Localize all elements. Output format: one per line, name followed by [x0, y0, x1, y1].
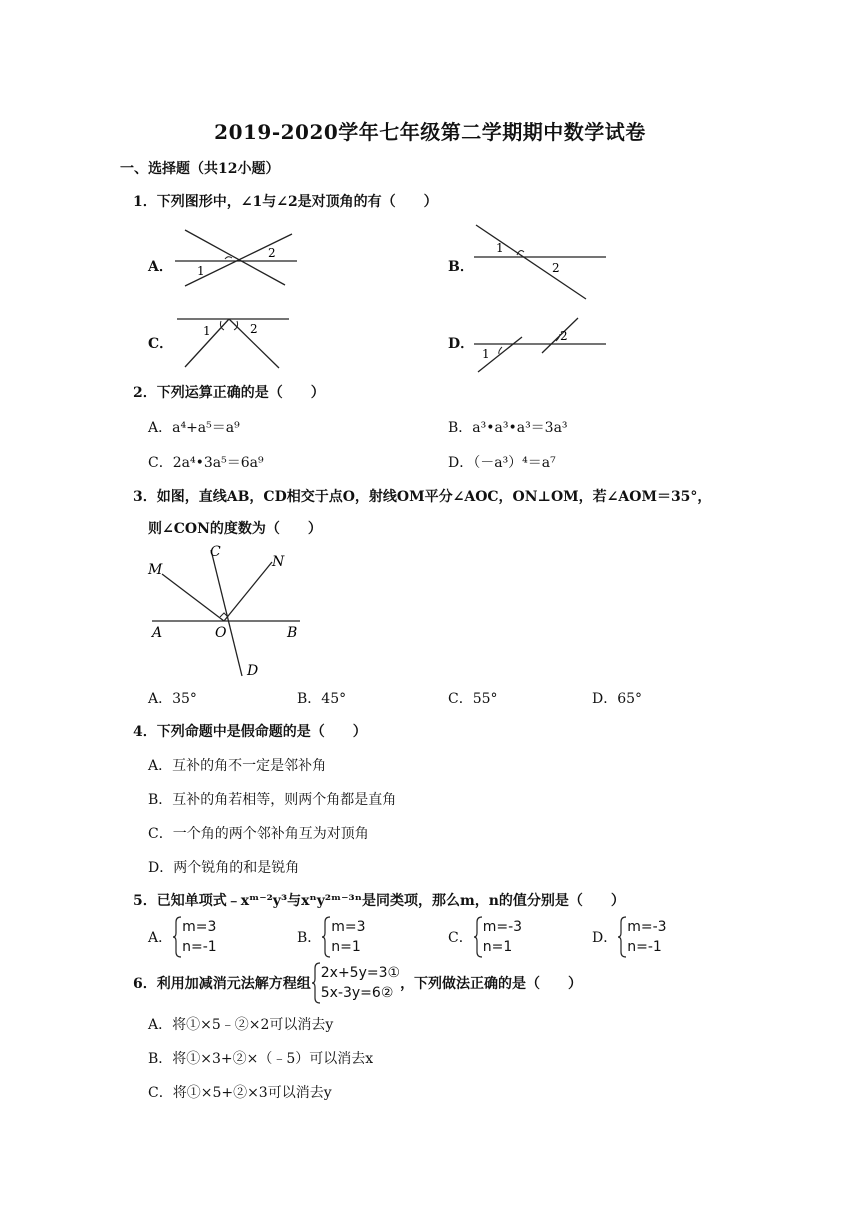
- q1-figure-b: [474, 222, 609, 302]
- brace-icon: [172, 916, 182, 958]
- q5-option-b-system: m=3 n=1: [331, 919, 366, 955]
- q3-label-m: M: [148, 562, 163, 578]
- q1-figure-d: [474, 310, 609, 376]
- q5-option-a: [148, 916, 217, 958]
- q6-stem-pre: 6．利用加减消元法解方程组: [133, 976, 311, 992]
- q3-label-o: O: [215, 625, 227, 641]
- q1-option-a-label: A．: [148, 259, 173, 275]
- q3-label-d: D: [247, 663, 259, 679]
- q3-label-a: A: [152, 625, 163, 641]
- q2-stem: 2．下列运算正确的是（ ）: [133, 385, 325, 401]
- q1-stem: 1．下列图形中，∠1与∠2是对顶角的有（ ）: [133, 194, 438, 210]
- q6-stem-post: ，下列做法正确的是（ ）: [400, 976, 583, 992]
- q1-b-label-2: 2: [552, 261, 560, 275]
- q3-label-b: B: [287, 625, 298, 641]
- q3-option-c: C．55°: [448, 691, 498, 707]
- q2-option-d: D．（－a³）⁴＝a⁷: [448, 455, 556, 471]
- brace-icon: [321, 916, 331, 958]
- q4-option-a: A．互补的角不一定是邻补角: [148, 758, 327, 774]
- brace-icon: [617, 916, 627, 958]
- q1-option-d-label: D．: [448, 336, 475, 352]
- brace-icon: [311, 962, 321, 1004]
- q1-option-c-label: C．: [148, 336, 174, 352]
- q3-stem-line1: 3．如图，直线AB，CD相交于点O，射线OM平分∠AOC，ON⊥OM，若∠AOM＝35°，: [133, 489, 712, 505]
- q1-a-label-1: 1: [197, 264, 205, 278]
- q5-option-b: [297, 916, 366, 958]
- q3-figure: [140, 540, 310, 680]
- q6-equation-system: [321, 963, 400, 1003]
- q1-figure-c: [175, 313, 295, 371]
- q4-option-b: B．互补的角若相等，则两个角都是直角: [148, 792, 397, 808]
- q1-figure-a: [175, 228, 300, 290]
- page-title: 2019-2020学年七年级第二学期期中数学试卷: [214, 120, 646, 144]
- q6-eq1: 2x+5y=3①: [320, 965, 401, 981]
- q5-option-b-label: B．: [297, 930, 322, 946]
- q3-label-n: N: [272, 554, 285, 570]
- q5-option-a-label: A．: [148, 930, 173, 946]
- q5-option-c-label: C．: [448, 930, 473, 946]
- q6-option-b: B．将①×3+②×（﹣5）可以消去x: [148, 1051, 374, 1067]
- q5-option-d: [592, 916, 667, 958]
- q4-option-d: D．两个锐角的和是锐角: [148, 860, 300, 876]
- q4-stem: 4．下列命题中是假命题的是（ ）: [133, 724, 367, 740]
- q1-option-b-label: B．: [448, 259, 474, 275]
- q2-option-c: C．2a⁴•3a⁵＝6a⁹: [148, 455, 264, 471]
- q5-option-d-system: m=-3 n=-1: [627, 919, 667, 955]
- q4-option-c: C．一个角的两个邻补角互为对顶角: [148, 826, 369, 842]
- q3-option-b: B．45°: [297, 691, 347, 707]
- q5-option-a-system: m=3 n=-1: [182, 919, 217, 955]
- brace-icon: [473, 916, 483, 958]
- q3-option-a: A．35°: [148, 691, 197, 707]
- q5-option-d-label: D．: [592, 930, 618, 946]
- q1-b-label-1: 1: [496, 241, 504, 255]
- q3-option-d: D．65°: [592, 691, 643, 707]
- q1-d-label-2: 2: [560, 329, 568, 343]
- q5-option-c-system: m=-3 n=1: [482, 919, 523, 955]
- q3-label-c: C: [210, 544, 221, 560]
- q6-option-c: C．将①×5+②×3可以消去y: [148, 1085, 332, 1101]
- q6-option-a: A．将①×5﹣②×2可以消去y: [148, 1017, 334, 1033]
- q5-option-c: [448, 916, 522, 958]
- q2-option-a: A．a⁴+a⁵＝a⁹: [148, 420, 240, 436]
- section-heading: 一、选择题（共12小题）: [120, 161, 280, 177]
- q1-c-label-1: 1: [203, 324, 211, 338]
- q3-stem-line2: 则∠CON的度数为（ ）: [148, 521, 322, 537]
- q1-c-label-2: 2: [250, 322, 258, 336]
- q6-eq2: 5x-3y=6②: [320, 985, 394, 1001]
- q6-stem: [133, 962, 582, 1004]
- q2-option-b: B．a³•a³•a³＝3a³: [448, 420, 568, 436]
- q1-a-label-2: 2: [268, 246, 276, 260]
- q5-stem: 5．已知单项式﹣xᵐ⁻²y³与xⁿy²ᵐ⁻³ⁿ是同类项，那么m，n的值分别是（ ）: [133, 893, 625, 909]
- q1-d-label-1: 1: [482, 347, 490, 361]
